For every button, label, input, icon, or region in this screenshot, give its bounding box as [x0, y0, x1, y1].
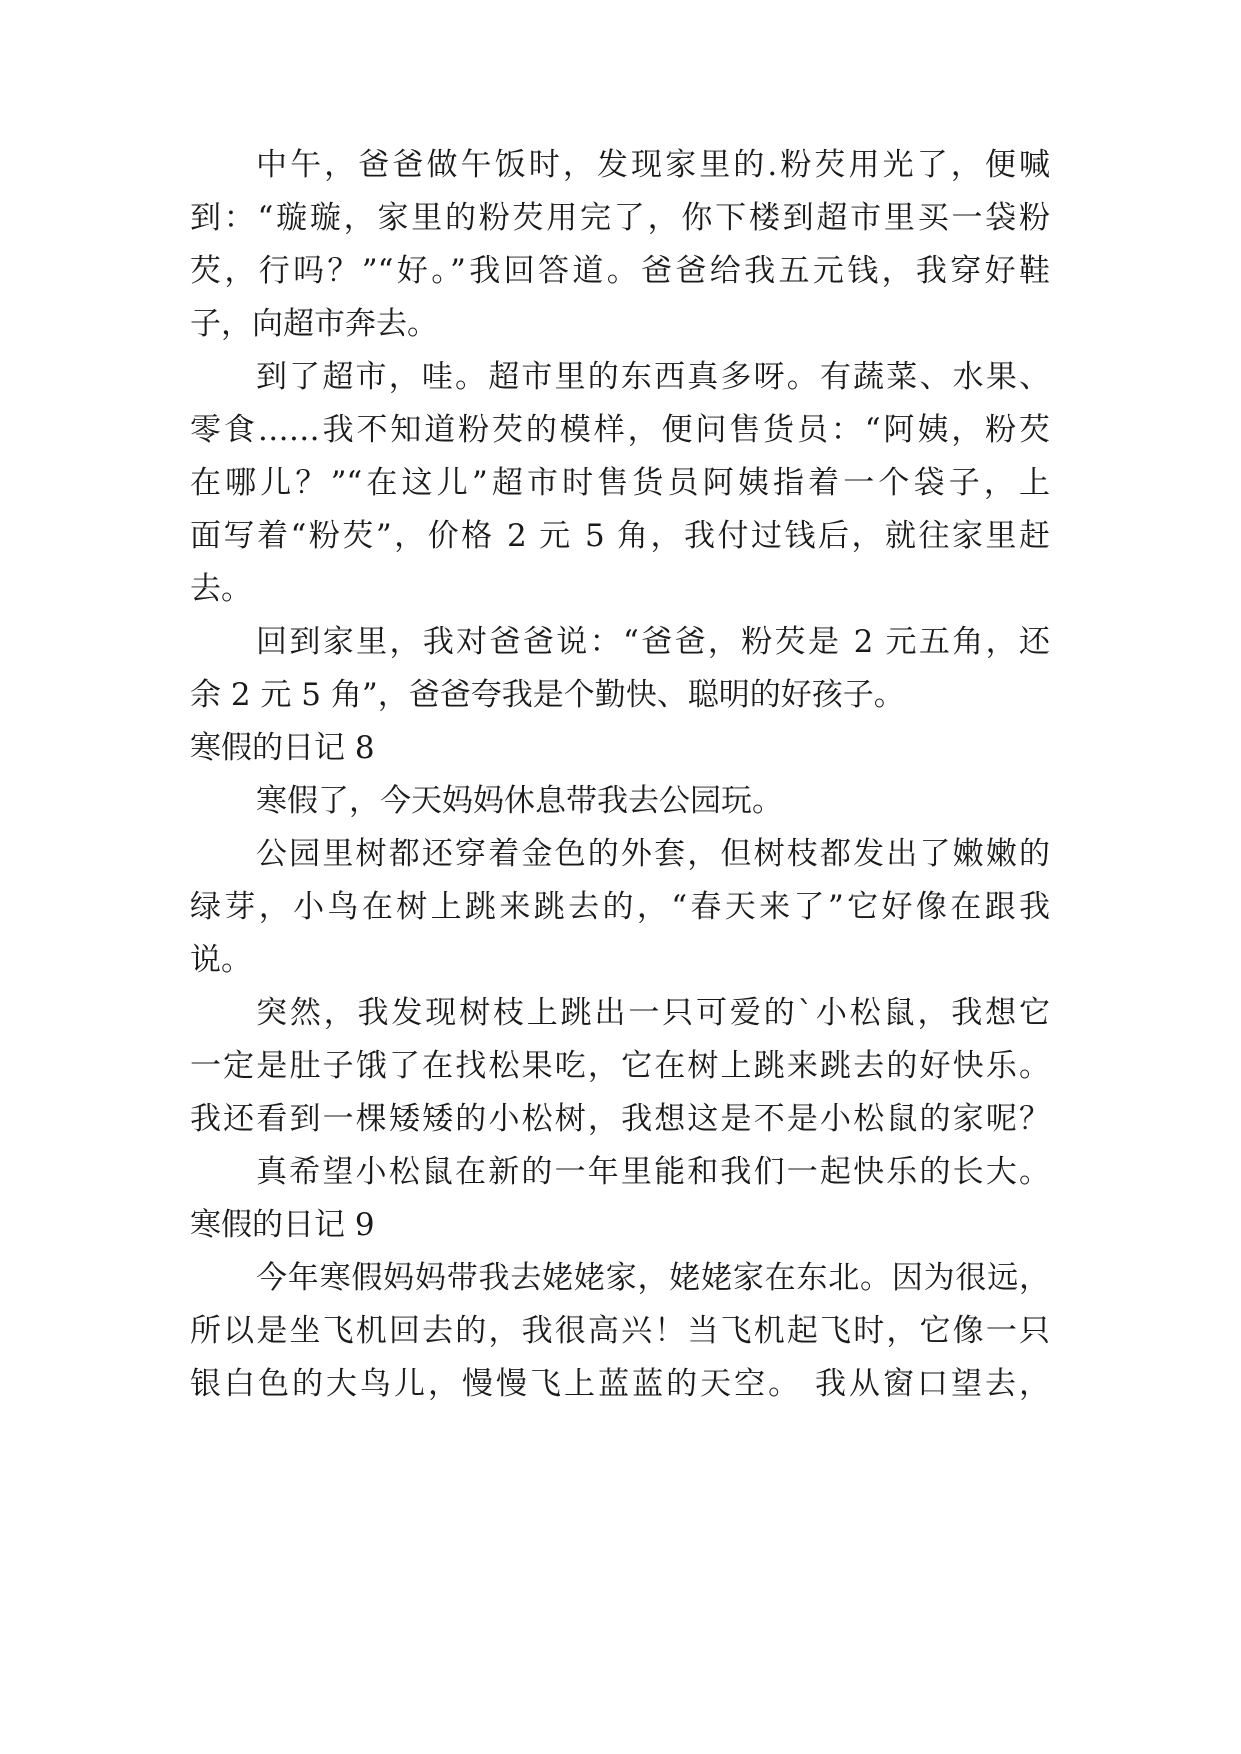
text-line: 我还看到一棵矮矮的小松树，我想这是不是小松鼠的家呢？	[190, 1101, 1050, 1137]
diary-heading-8: 寒假的日记 8	[190, 730, 375, 766]
text-line: 到：“璇璇，家里的粉芡用完了，你下楼到超市里买一袋粉	[190, 200, 1050, 236]
text-line: 子，向超市奔去。	[190, 306, 438, 342]
text-line: 公园里树都还穿着金色的外套，但树枝都发出了嫩嫩的	[256, 836, 1050, 872]
text-line: 寒假了，今天妈妈休息带我去公园玩。	[256, 783, 783, 819]
text-line: 去。	[190, 571, 252, 607]
diary-heading-9: 寒假的日记 9	[190, 1207, 375, 1243]
text-line: 回到家里，我对爸爸说：“爸爸，粉芡是 2 元五角，还	[256, 624, 1050, 660]
text-line: 在哪儿？”“在这儿”超市时售货员阿姨指着一个袋子，上	[190, 465, 1050, 501]
text-line: 余 2 元 5 角”，爸爸夸我是个勤快、聪明的好孩子。	[190, 677, 905, 713]
text-line: 到了超市，哇。超市里的东西真多呀。有蔬菜、水果、	[256, 359, 1050, 395]
text-line: 芡，行吗？”“好。”我回答道。爸爸给我五元钱，我穿好鞋	[190, 253, 1050, 289]
text-line: 突然，我发现树枝上跳出一只可爱的`小松鼠，我想它	[256, 995, 1050, 1031]
text-line: 中午，爸爸做午饭时，发现家里的.粉芡用光了，便喊	[256, 147, 1050, 183]
text-line: 一定是肚子饿了在找松果吃，它在树上跳来跳去的好快乐。	[190, 1048, 1050, 1084]
text-line: 绿芽，小鸟在树上跳来跳去的，“春天来了”它好像在跟我	[190, 889, 1050, 925]
text-line: 所以是坐飞机回去的，我很高兴！当飞机起飞时，它像一只	[190, 1313, 1050, 1349]
text-line: 真希望小松鼠在新的一年里能和我们一起快乐的长大。	[256, 1154, 1050, 1190]
text-line: 零食……我不知道粉芡的模样，便问售货员：“阿姨，粉芡	[190, 412, 1050, 448]
text-line: 面写着“粉芡”，价格 2 元 5 角，我付过钱后，就往家里赶	[190, 518, 1050, 554]
text-line: 说。	[190, 942, 252, 978]
text-line: 今年寒假妈妈带我去姥姥家，姥姥家在东北。因为很远，	[256, 1260, 1050, 1296]
text-line: 银白色的大鸟儿，慢慢飞上蓝蓝的天空。 我从窗口望去，	[190, 1366, 1050, 1402]
